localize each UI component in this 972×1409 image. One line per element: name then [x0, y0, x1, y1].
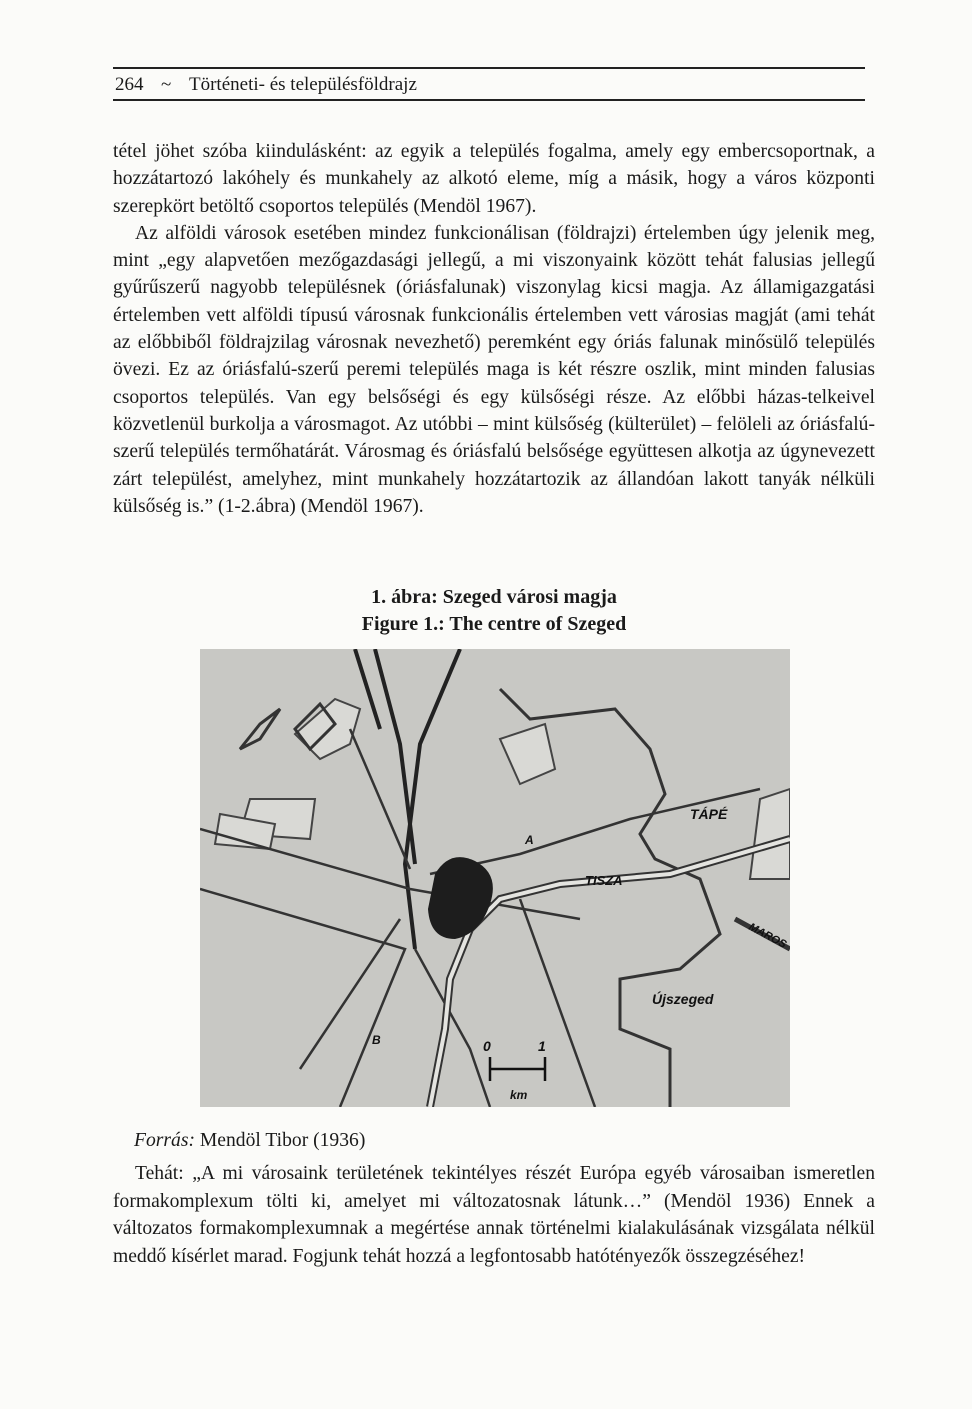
map-label-b: B — [372, 1033, 381, 1047]
source-label: Forrás: — [134, 1130, 195, 1151]
paragraph-1: tétel jöhet szóba kiindulásként: az egyik a település fogalma, amely egy embercsoportnak, a hozzátartozó lakóhely és munkahely az alkotó eleme, míg a másik, hogy a város központi szerepkört betöltő csoportos település (Mendöl 1967). — [113, 141, 875, 217]
map-scale-one: 1 — [538, 1038, 546, 1054]
map-label-tape: TÁPÉ — [690, 806, 728, 822]
header-separator: ~ — [161, 74, 172, 95]
map-background — [200, 649, 790, 1107]
running-title: Történeti- és településföldrajz — [189, 74, 417, 95]
map-scale-zero: 0 — [483, 1038, 491, 1054]
figure-source — [134, 1127, 365, 1154]
szeged-map-figure — [200, 649, 790, 1107]
map-label-tisza: TISZA — [585, 873, 623, 888]
body-text — [113, 138, 875, 520]
page-number: 264 — [115, 74, 144, 95]
figure-caption-en: Figure 1.: The centre of Szeged — [361, 613, 627, 635]
header-rule-top — [113, 67, 865, 69]
paragraph-3: Tehát: „A mi városaink területének tekintélyes részét Európa egyéb városaiban ismeretlen formakomplexum tölti ki, amelyet mi változatosnak látunk…” (Mendöl 1936) Ennek a változatos formakomplexumnak a megértése annak történelmi kialakulásának vizsgálata nélkül meddő kísérlet marad. Fogjunk tehát hozzá a legfontosabb hatótényezők összegzéséhez! — [113, 1163, 875, 1267]
map-drawing — [200, 649, 790, 1107]
map-scale-unit: km — [510, 1088, 528, 1102]
header-rule-bottom — [113, 99, 865, 101]
map-label-a: A — [525, 833, 534, 847]
map-label-ujszeged: Újszeged — [652, 991, 714, 1007]
source-text: Mendöl Tibor (1936) — [199, 1130, 366, 1151]
map-label-maros: MAROS — [746, 921, 789, 951]
paragraph-2: Az alföldi városok esetében mindez funkcionálisan (földrajzi) értelemben úgy jelenik meg, mint „egy alapvetően mezőgazdasági jellegű, a mi viszonyaink között tehát falusias jellegű gyűrűszerű nagyobb településnek (óriásfalunak) viszonylag kicsi magja. Az államigazgatási értelemben vett alföldi típusú városnak funkcionális értelemben vett városias magját (ami tehát az előbbiből földrajzilag városnak nevezhető) peremként egy óriás falunak minősülő település övezi. Ez az óriásfalú-szerű peremi település maga is két részre oszlik, mint minden falusias csoportos település. Van egy belsőségi és egy külsőségi része. Az előbbi házas-telkeivel közvetlenül burkolja a városmagot. Az utóbbi – mint külsőség (külterület) – felöleli az óriásfalú-szerű település termőhatárát. Városmag és óriásfalú belsősége együttesen alkotja az úgynevezett zárt települést, amelyhez, mint munkahely hozzátartozik az állandóan lakott tanyák nélküli külsőség is.” (1-2.ábra) (Mendöl 1967). — [113, 222, 875, 517]
figure-caption-hu: 1. ábra: Szeged városi magja — [371, 586, 617, 608]
body-text-after-figure — [113, 1160, 875, 1270]
running-header — [113, 72, 865, 98]
figure-caption — [113, 584, 875, 638]
